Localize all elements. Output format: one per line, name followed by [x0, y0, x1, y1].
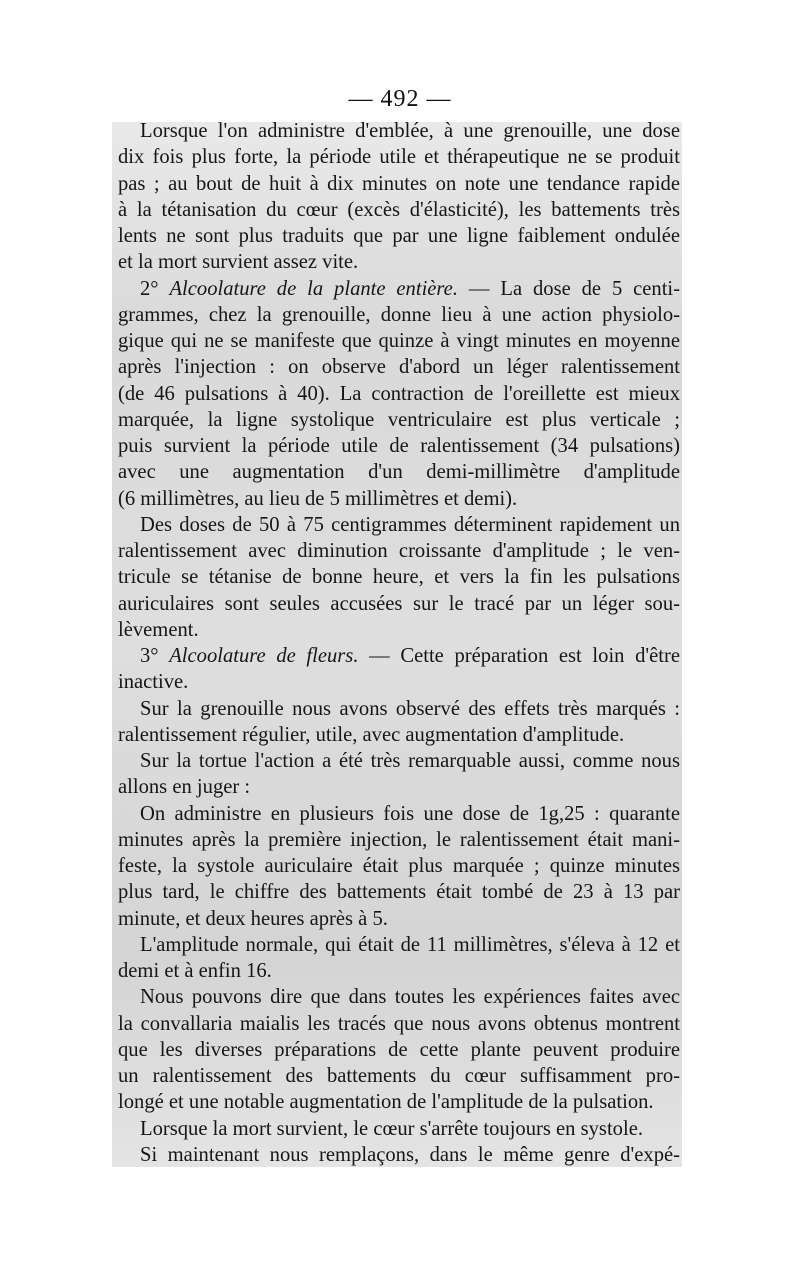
text-line: pas ; au bout de huit à dix minutes on note une tendance rapide	[118, 172, 680, 195]
paragraph	[118, 1116, 680, 1142]
text-line: que les diverses préparations de cette plante peuvent produire	[118, 1038, 680, 1061]
text-line: minute, et deux heures après à 5.	[118, 907, 388, 930]
text-line: demi et à enfin 16.	[118, 960, 272, 982]
text-line: lèvement.	[118, 618, 199, 641]
text-line: Des doses de 50 à 75 centigrammes déterminent rapidement un	[140, 513, 680, 536]
text-line: à la tétanisation du cœur (excès d'élasticité), les battements très	[118, 198, 680, 221]
text-line: gique qui ne se manifeste que quinze à vingt minutes en moyenne	[118, 330, 680, 352]
section-heading: Alcoolature de fleurs.	[169, 645, 359, 667]
text-line: ralentissement régulier, utile, avec augmentation d'amplitude.	[118, 723, 625, 746]
text-line: Sur la tortue l'action a été très remarquable aussi, comme nous	[140, 750, 680, 772]
body-text	[118, 118, 680, 1168]
text-line: Si maintenant nous remplaçons, dans le même genre d'expé-	[140, 1143, 680, 1166]
paragraph	[118, 748, 680, 801]
paragraph	[118, 1142, 680, 1168]
text-line: auriculaires sont seules accusées sur le tracé par un léger sou-	[118, 592, 680, 615]
text-line: L'amplitude normale, qui était de 11 millimètres, s'éleva à 12 et	[140, 933, 680, 956]
text-line: (6 millimètres, au lieu de 5 millimètres et demi).	[118, 487, 518, 510]
text-line: (de 46 pulsations à 40). La contraction de l'oreillette est mieux	[118, 382, 680, 405]
text-line	[118, 643, 680, 669]
text-line: Sur la grenouille nous avons observé des effets très marqués :	[140, 697, 680, 720]
text-line: tricule se tétanise de bonne heure, et vers la fin les pulsations	[118, 566, 680, 589]
text-line: On administre en plusieurs fois une dose de 1g,25 : quarante	[140, 802, 680, 825]
text-line: longé et une notable augmentation de l'amplitude de la pulsation.	[118, 1091, 654, 1114]
text-fragment: — La dose de 5 centi-	[457, 277, 681, 300]
text-line: Lorsque l'on administre d'emblée, à une grenouille, une dose	[140, 120, 680, 142]
text-fragment: — Cette préparation est loin d'être	[358, 645, 680, 667]
text-line: inactive.	[118, 671, 189, 694]
paragraph	[118, 984, 680, 1115]
text-line: puis survient la période utile de ralentissement (34 pulsations)	[118, 435, 680, 457]
paragraph	[118, 512, 680, 643]
text-line: un ralentissement des battements du cœur suffisamment pro-	[118, 1065, 680, 1087]
text-line: et la mort survient assez vite.	[118, 251, 359, 274]
text-line: avec une augmentation d'un demi-millimètre d'amplitude	[118, 461, 680, 484]
page-number: — 492 —	[348, 86, 452, 112]
paragraph	[118, 932, 680, 985]
text-line: Nous pouvons dire que dans toutes les expériences faites avec	[140, 986, 680, 1009]
text-line: plus tard, le chiffre des battements était tombé de 23 à 13 par	[118, 881, 680, 904]
text-line: dix fois plus forte, la période utile et thérapeutique ne se produit	[118, 146, 680, 169]
text-line: minutes après la première injection, le ralentissement était mani-	[118, 828, 680, 851]
text-line: après l'injection : on observe d'abord un léger ralentissement	[118, 356, 680, 379]
section-heading: Alcoolature de la plante entière.	[169, 277, 458, 300]
text-line: feste, la systole auriculaire était plus marquée ; quinze minutes	[118, 855, 680, 877]
section-number: 2°	[140, 277, 159, 300]
paragraph	[118, 276, 680, 512]
paragraph	[118, 643, 680, 696]
text-line: marquée, la ligne systolique ventriculaire est plus verticale ;	[118, 408, 680, 431]
text-line: Lorsque la mort survient, le cœur s'arrête toujours en systole.	[140, 1117, 643, 1140]
paragraph	[118, 696, 680, 749]
text-line	[118, 276, 680, 302]
text-line: grammes, chez la grenouille, donne lieu à une action physiolo-	[118, 303, 680, 326]
text-line: ralentissement avec diminution croissante d'amplitude ; le ven-	[118, 540, 680, 562]
text-line: la convallaria maialis les tracés que nous avons obtenus montrent	[118, 1012, 680, 1035]
text-line: allons en juger :	[118, 776, 251, 799]
text-line: lents ne sont plus traduits que par une ligne faiblement ondulée	[118, 225, 680, 247]
paragraph	[118, 801, 680, 932]
section-number: 3°	[140, 645, 159, 667]
paragraph	[118, 118, 680, 276]
